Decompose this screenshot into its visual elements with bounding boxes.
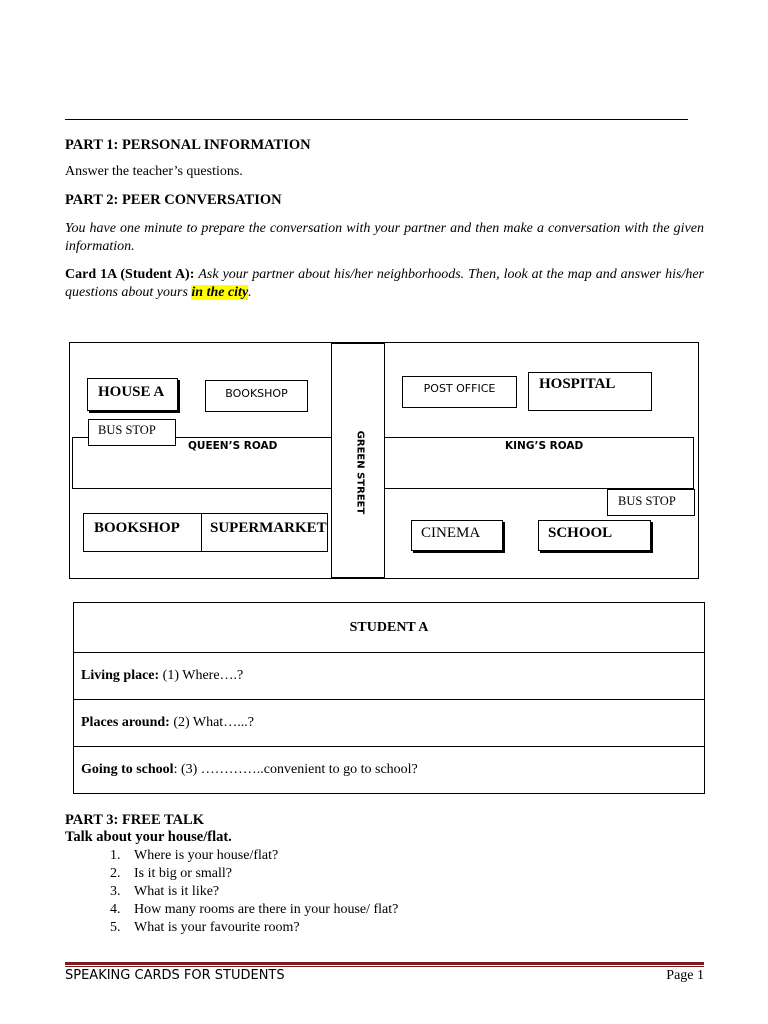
row-text: (1) Where….?	[159, 668, 244, 683]
header-rule	[65, 119, 688, 120]
question-list	[110, 847, 670, 937]
neighborhood-map	[69, 342, 699, 579]
footer-title: SPEAKING CARDS FOR STUDENTS	[65, 968, 285, 983]
bookshop-top-label: BOOKSHOP	[225, 387, 288, 400]
school-box	[538, 520, 651, 551]
row-label: Places around:	[81, 715, 170, 730]
post-office-box	[402, 376, 517, 408]
bus-stop-right-box	[607, 489, 695, 516]
list-item	[110, 883, 670, 901]
card-text: Ask your partner about his/her neighborhoods. Then, look at the map and answer his/her questions about yours	[65, 267, 704, 300]
footer-rule-thick	[65, 962, 704, 965]
list-number: 2.	[110, 866, 121, 881]
list-number: 1.	[110, 848, 121, 863]
hospital-box	[528, 372, 652, 411]
bus-stop-left-box	[88, 419, 176, 446]
green-street-label: GREEN STREET	[354, 430, 366, 515]
list-text: What is it like?	[134, 884, 220, 899]
house-a-label: HOUSE A	[98, 384, 165, 400]
card-label: Card 1A (Student A):	[65, 267, 195, 282]
kings-road-label: KING’S ROAD	[505, 440, 584, 452]
list-item	[110, 865, 670, 883]
student-a-table	[73, 602, 705, 794]
cinema-label: CINEMA	[421, 525, 481, 541]
row-text: : (3) …………..convenient to go to school?	[173, 762, 418, 777]
row-text: (2) What…...?	[169, 715, 254, 730]
list-text: How many rooms are there in your house/ flat?	[134, 902, 399, 917]
bookshop-bottom-label: BOOKSHOP	[94, 520, 180, 536]
card-highlight: in the city	[191, 285, 249, 300]
supermarket-box	[201, 513, 328, 552]
part1-text: Answer the teacher’s questions.	[65, 164, 243, 179]
list-text: Where is your house/flat?	[134, 848, 279, 863]
queens-road-label: QUEEN’S ROAD	[188, 440, 278, 452]
list-number: 5.	[110, 920, 121, 935]
table-row	[74, 652, 704, 699]
school-label: SCHOOL	[548, 525, 613, 541]
list-number: 4.	[110, 902, 121, 917]
list-number: 3.	[110, 884, 121, 899]
card-end: .	[248, 285, 252, 300]
part1-title: PART 1: PERSONAL INFORMATION	[65, 137, 311, 153]
table-row	[74, 746, 704, 793]
part3-title: PART 3: FREE TALK	[65, 812, 205, 828]
list-item	[110, 901, 670, 919]
bookshop-top-box	[205, 380, 308, 412]
list-item	[110, 847, 670, 865]
card-instructions	[65, 266, 704, 302]
bookshop-bottom-box	[83, 513, 202, 552]
table-row	[74, 699, 704, 746]
table-header: STUDENT A	[349, 619, 429, 635]
bus-stop-left-label: BUS STOP	[98, 423, 156, 437]
house-a-box	[87, 378, 178, 411]
bus-stop-right-label: BUS STOP	[618, 494, 676, 508]
post-office-label: POST OFFICE	[423, 382, 496, 395]
cinema-box	[411, 520, 503, 551]
part2-title: PART 2: PEER CONVERSATION	[65, 192, 282, 208]
part3-subtitle: Talk about your house/flat.	[65, 829, 232, 845]
row-label: Going to school	[81, 762, 174, 777]
footer-rule-thin	[65, 966, 704, 967]
hospital-label: HOSPITAL	[539, 376, 616, 392]
list-text: What is your favourite room?	[134, 920, 300, 935]
part2-instructions: You have one minute to prepare the conversation with your partner and then make a conversation with the given information.	[65, 221, 704, 254]
list-item	[110, 919, 670, 937]
row-label: Living place:	[81, 668, 160, 683]
page-number: Page 1	[666, 968, 704, 983]
supermarket-label: SUPERMARKET	[210, 520, 327, 536]
list-text: Is it big or small?	[134, 866, 232, 881]
